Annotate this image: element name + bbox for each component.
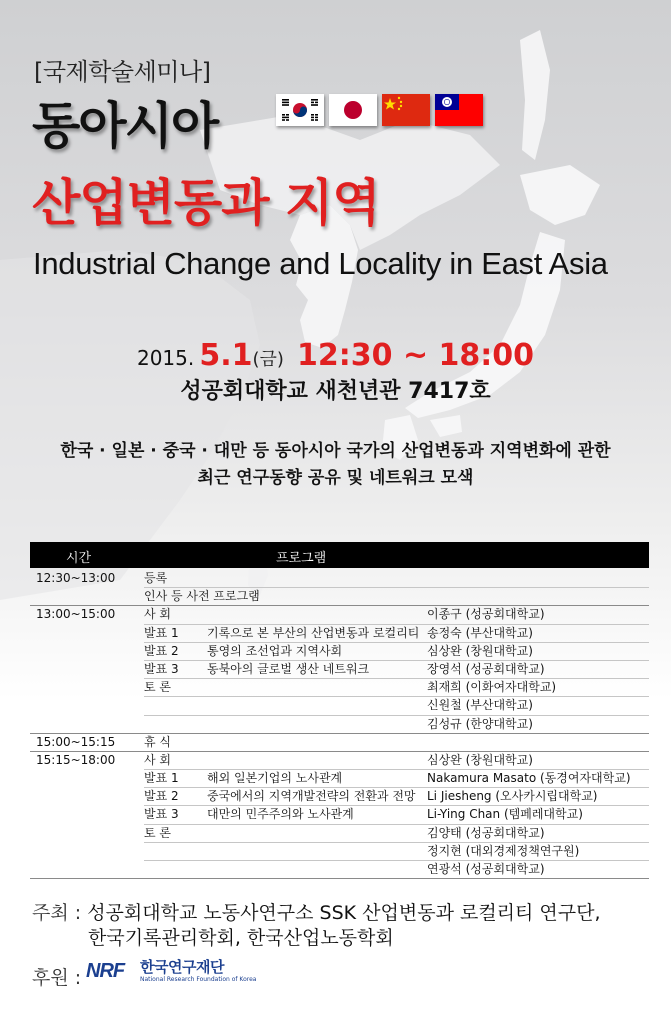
program-row xyxy=(144,624,649,642)
program-row xyxy=(144,587,649,605)
row-person: 김성규 (한양대학교) xyxy=(427,716,533,731)
english-title: Industrial Change and Locality in East Asia xyxy=(33,246,608,281)
host-line2: 한국기록관리학회, 한국산업노동학회 xyxy=(88,927,394,949)
row-label: 발표 2 xyxy=(144,789,179,804)
nrf-logo-mark: NRF xyxy=(86,960,125,982)
program-row xyxy=(144,860,649,878)
row-person: 송정숙 (부산대학교) xyxy=(427,625,533,640)
taiwan-flag-icon xyxy=(435,94,483,126)
row-label: 사 회 xyxy=(144,752,171,767)
row-title: 통영의 조선업과 지역사회 xyxy=(207,643,343,658)
sponsor-label: 후원 : xyxy=(32,967,82,989)
row-label: 인사 등 사전 프로그램 xyxy=(144,589,260,604)
row-title: 동북아의 글로벌 생산 네트워크 xyxy=(207,661,370,676)
row-label: 발표 3 xyxy=(144,661,179,676)
event-month-day: 5.1 xyxy=(199,338,253,373)
program-row xyxy=(144,660,649,678)
row-title: 중국에서의 지역개발전략의 전환과 전망 xyxy=(207,789,416,804)
row-title: 기록으로 본 부산의 산업변동과 로컬리티 xyxy=(207,625,420,640)
japan-flag-icon xyxy=(329,94,377,126)
session-time: 12:30~13:00 xyxy=(36,571,116,585)
event-year: 2015. xyxy=(136,346,195,370)
seminar-tag: [국제학술세미나] xyxy=(34,58,211,86)
program-row xyxy=(144,696,649,714)
nrf-name-english: National Research Foundation of Korea xyxy=(140,976,257,983)
flags-row xyxy=(276,94,483,126)
row-label: 토 론 xyxy=(144,825,171,840)
program-row xyxy=(144,805,649,823)
event-venue: 성공회대학교 새천년관 7417호 xyxy=(180,379,491,404)
program-row xyxy=(144,842,649,860)
program-row xyxy=(30,734,649,751)
program-table-header xyxy=(30,542,649,568)
row-label: 발표 2 xyxy=(144,643,179,658)
row-person: 장영석 (성공회대학교) xyxy=(427,661,545,676)
row-person: 연광석 (성공회대학교) xyxy=(427,862,545,876)
row-person: Li Jiesheng (오사카시립대학교) xyxy=(427,789,598,804)
row-person: Nakamura Masato (동경여자대학교) xyxy=(427,771,631,786)
session-time: 15:15~18:00 xyxy=(36,752,116,767)
row-label: 발표 1 xyxy=(144,625,179,640)
row-person: 최재희 (이화여자대학교) xyxy=(427,680,557,695)
session-time: 15:00~15:15 xyxy=(36,734,116,749)
host-label: 주최 : xyxy=(32,902,82,924)
row-title: 대만의 민주주의와 노사관계 xyxy=(207,807,354,822)
header-time: 시간 xyxy=(66,551,92,566)
program-row xyxy=(30,606,649,623)
header-program: 프로그램 xyxy=(276,551,327,566)
row-title: 해외 일본기업의 노사관계 xyxy=(207,771,343,786)
row-label: 발표 3 xyxy=(144,807,179,822)
host-text1: 성공회대학교 노동사연구소 SSK 산업변동과 로컬리티 연구단, xyxy=(87,902,601,924)
program-section xyxy=(30,734,649,752)
program-row xyxy=(144,769,649,787)
row-label: 휴 식 xyxy=(144,734,171,749)
program-row xyxy=(30,570,649,587)
nrf-logo xyxy=(86,954,276,990)
program-row xyxy=(144,715,649,733)
program-row xyxy=(30,752,649,769)
row-person: 심상완 (창원대학교) xyxy=(427,752,533,767)
program-row xyxy=(144,642,649,660)
row-label: 등록 xyxy=(144,571,168,585)
program-table xyxy=(30,570,649,879)
row-label: 토 론 xyxy=(144,680,171,695)
title-line1: 동아시아 xyxy=(32,97,218,155)
program-section xyxy=(30,606,649,733)
china-flag-icon xyxy=(382,94,430,126)
description-line1: 한국 · 일본 · 중국 · 대만 등 동아시아 국가의 산업변동과 지역변화에 관한 xyxy=(60,441,611,461)
row-label: 발표 1 xyxy=(144,771,179,786)
session-time: 13:00~15:00 xyxy=(36,607,116,622)
row-person: 정지현 (대외경제정책연구원) xyxy=(427,843,580,858)
row-person: 심상완 (창원대학교) xyxy=(427,643,533,658)
event-weekday: (금) xyxy=(252,349,284,370)
title-line2: 산업변동과 지역 xyxy=(32,174,380,232)
event-time: 12:30 ~ 18:00 xyxy=(297,338,535,373)
host-line1 xyxy=(32,898,601,925)
program-section xyxy=(30,570,649,606)
event-date-time xyxy=(0,338,671,373)
korea-flag-icon xyxy=(276,94,324,126)
row-person: 김양태 (성공회대학교) xyxy=(427,825,545,840)
program-row xyxy=(144,678,649,696)
program-row xyxy=(144,787,649,805)
row-label: 사 회 xyxy=(144,607,171,622)
nrf-name-korean: 한국연구재단 xyxy=(140,958,224,976)
program-row xyxy=(144,824,649,842)
row-person: Li-Ying Chan (템페레대학교) xyxy=(427,807,583,822)
row-person: 신원철 (부산대학교) xyxy=(427,698,533,713)
row-person: 이종구 (성공회대학교) xyxy=(427,607,545,622)
description-line2: 최근 연구동향 공유 및 네트워크 모색 xyxy=(197,468,474,488)
program-section xyxy=(30,752,649,879)
